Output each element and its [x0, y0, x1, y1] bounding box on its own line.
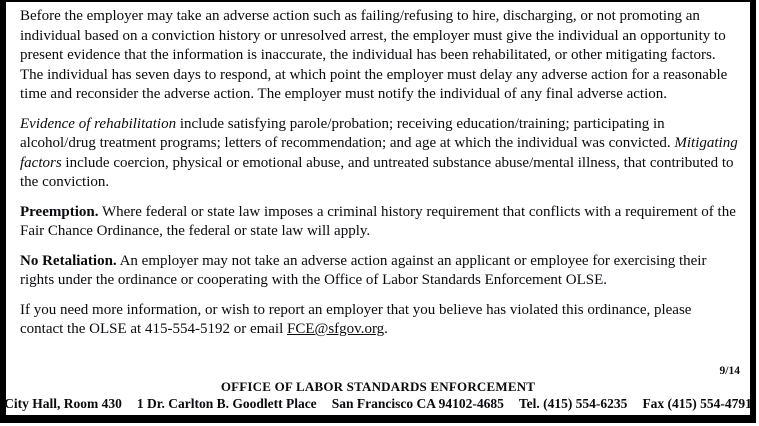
page-number: 9/14	[719, 365, 740, 377]
paragraph-rehabilitation-mitigating	[20, 115, 738, 193]
document-body	[20, 7, 738, 340]
italic-lead-evidence-of-rehabilitation: Evidence of rehabilitation	[20, 115, 177, 132]
footer-address-line	[6, 396, 750, 412]
footer-address-city-zip: San Francisco CA 94102-4685	[331, 396, 504, 411]
italic-lead-mitigating-factors: Mitigating factors	[20, 135, 738, 171]
bold-lead-no-retaliation: No Retaliation.	[20, 252, 117, 269]
footer-address-room: City Hall, Room 430	[4, 396, 122, 411]
paragraph-text: Where federal or state law imposes a criminal history requirement that conflicts with a requirement of the Fair Chance Ordinance, the federal or state law will apply.	[20, 203, 736, 239]
paragraph-text: .	[384, 321, 388, 337]
paragraph-text: If you need more information, or wish to report an employer that you believe has violated this ordinance, please contact the OLSE at 415-554-5192 or email	[20, 301, 692, 337]
paragraph-text: include coercion, physical or emotional abuse, and untreated substance abuse/mental illness, that contributed to the conviction.	[20, 154, 734, 190]
footer-fax: Fax (415) 554-4791	[642, 396, 752, 411]
footer-address-street: 1 Dr. Carlton B. Goodlett Place	[136, 396, 317, 411]
footer-telephone: Tel. (415) 554-6235	[518, 396, 628, 411]
bold-lead-preemption: Preemption.	[20, 203, 99, 220]
paragraph-text: Before the employer may take an adverse action such as failing/refusing to hire, discharging, or not promoting an individual based on a conviction history or unresolved arrest, the employer must give the individual an opportunity to present evidence that the information is inaccurate, the individual has been rehabilitated, or other mitigating factors. The individual has seven days to respond, at which point the employer must delay any adverse action for a reasonable time and reconsider the adverse action. The employer must notify the individual of any final adverse action.	[20, 8, 728, 102]
email-link[interactable]: FCE@sfgov.org	[287, 321, 385, 337]
paragraph-text: An employer may not take an adverse action against an applicant or employee for exercising their rights under the ordinance or cooperating with the Office of Labor Standards Enforcement OLSE.	[20, 252, 707, 288]
paragraph-text: include satisfying parole/probation; receiving education/training; participating in alcohol/drug treatment programs; letters of recommendation; and age at which the individual was convicted.	[20, 115, 675, 151]
paragraph-adverse-action	[20, 7, 738, 105]
footer	[6, 379, 750, 412]
footer-office-title: OFFICE OF LABOR STANDARDS ENFORCEMENT	[220, 379, 536, 394]
paragraph-preemption	[20, 203, 738, 242]
paragraph-contact-info	[20, 301, 738, 340]
paragraph-no-retaliation	[20, 252, 738, 291]
